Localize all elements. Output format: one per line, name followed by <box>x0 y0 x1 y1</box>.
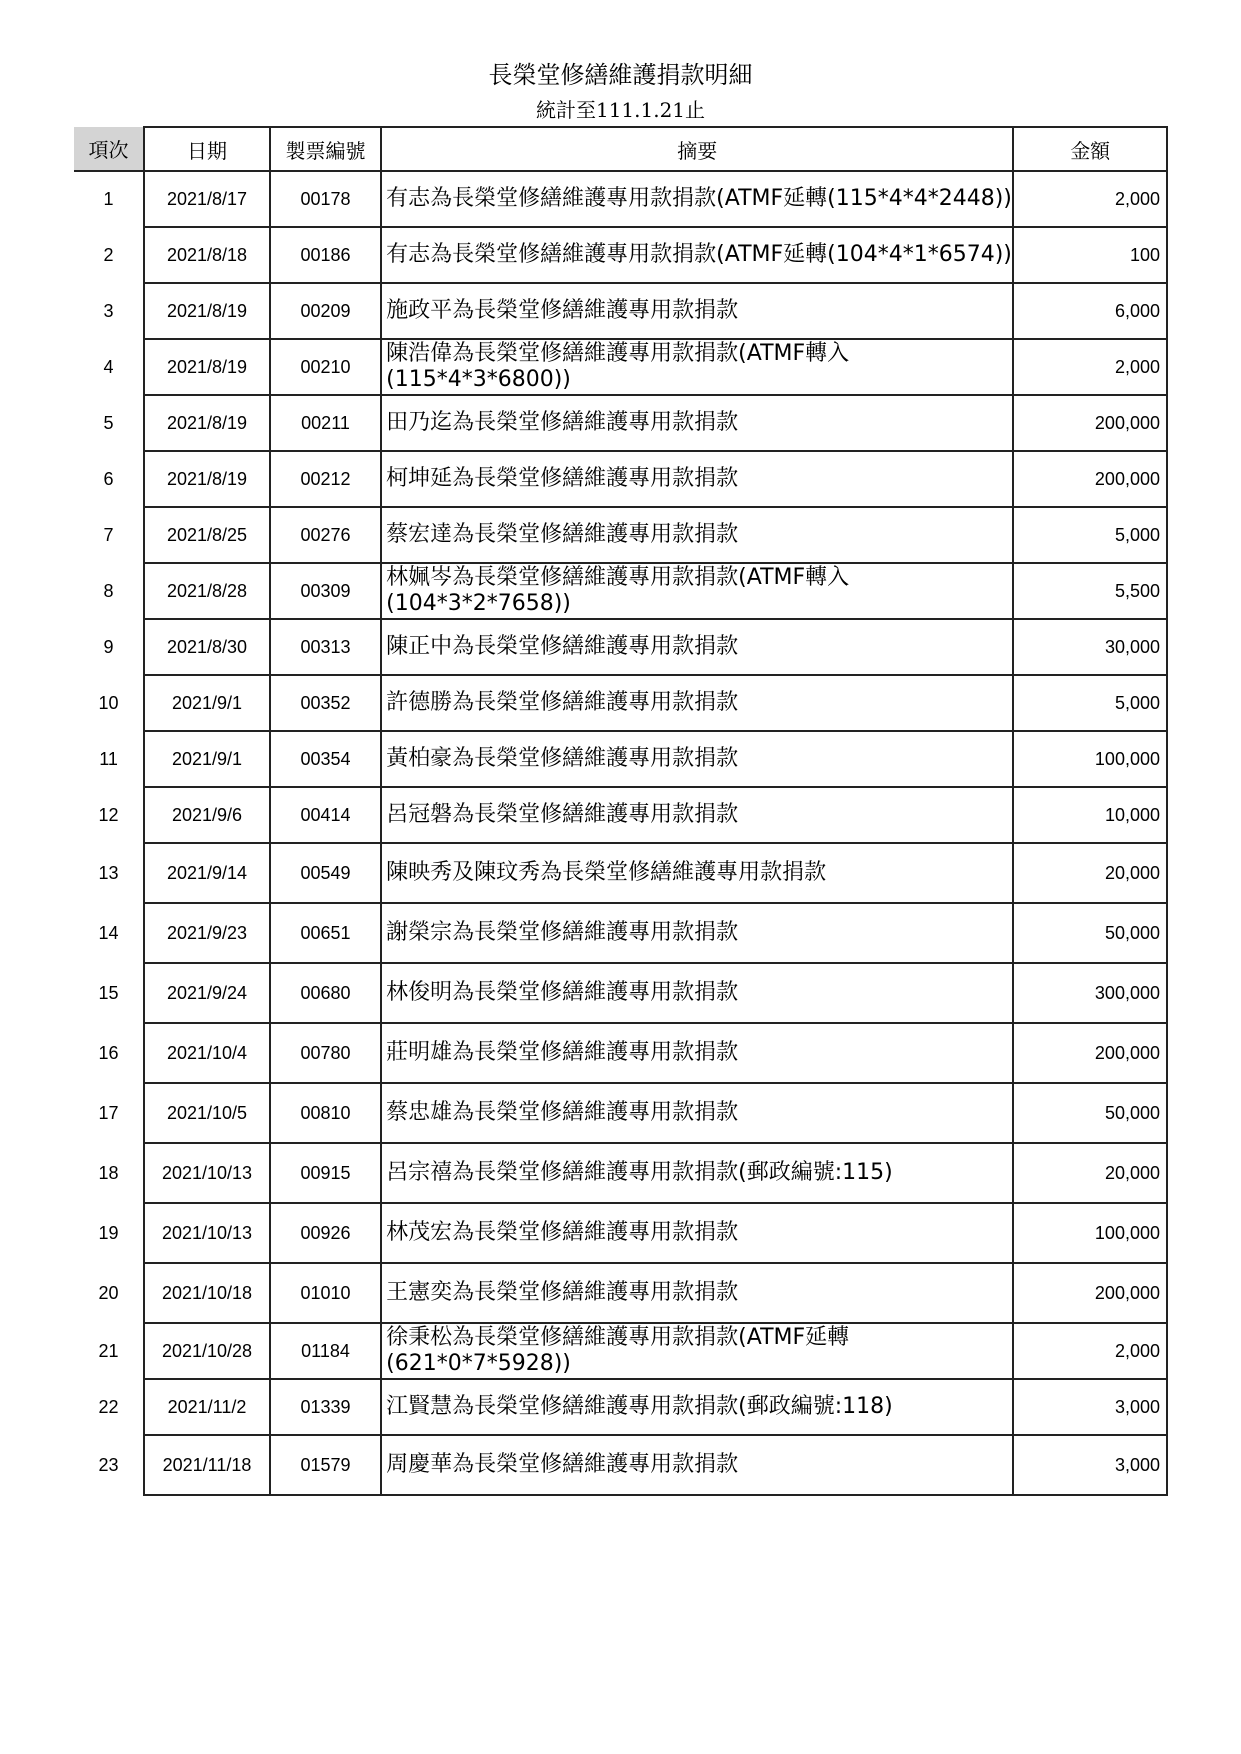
cell-index: 7 <box>74 507 144 563</box>
cell-amount: 100,000 <box>1013 1203 1167 1263</box>
cell-date: 2021/9/24 <box>144 963 270 1023</box>
header-index: 項次 <box>74 127 144 171</box>
cell-amount: 30,000 <box>1013 619 1167 675</box>
cell-date: 2021/9/14 <box>144 843 270 903</box>
table-row <box>74 1143 1167 1203</box>
cell-index: 10 <box>74 675 144 731</box>
cell-ticket: 00414 <box>270 787 381 843</box>
cell-summary: 黃柏豪為長榮堂修繕維護專用款捐款 <box>381 731 1013 787</box>
table-row <box>74 1435 1167 1495</box>
table-row <box>74 731 1167 787</box>
table-row <box>74 787 1167 843</box>
cell-amount: 5,000 <box>1013 675 1167 731</box>
cell-ticket: 00680 <box>270 963 381 1023</box>
cell-date: 2021/9/6 <box>144 787 270 843</box>
cell-ticket: 01339 <box>270 1379 381 1435</box>
table-row <box>74 507 1167 563</box>
cell-summary: 柯坤延為長榮堂修繕維護專用款捐款 <box>381 451 1013 507</box>
cell-ticket: 00549 <box>270 843 381 903</box>
cell-amount: 20,000 <box>1013 843 1167 903</box>
header-ticket: 製票編號 <box>270 127 381 171</box>
table-row <box>74 563 1167 619</box>
table-row <box>74 843 1167 903</box>
cell-amount: 6,000 <box>1013 283 1167 339</box>
table-row <box>74 1379 1167 1435</box>
cell-index: 6 <box>74 451 144 507</box>
cell-summary: 江賢慧為長榮堂修繕維護專用款捐款(郵政編號:118) <box>381 1379 1013 1435</box>
cell-ticket: 00186 <box>270 227 381 283</box>
cell-summary: 王憲奕為長榮堂修繕維護專用款捐款 <box>381 1263 1013 1323</box>
table-row <box>74 283 1167 339</box>
table-row <box>74 903 1167 963</box>
cell-amount: 100,000 <box>1013 731 1167 787</box>
cell-ticket: 01010 <box>270 1263 381 1323</box>
cell-amount: 3,000 <box>1013 1379 1167 1435</box>
cell-ticket: 00209 <box>270 283 381 339</box>
cell-summary: 陳映秀及陳玟秀為長榮堂修繕維護專用款捐款 <box>381 843 1013 903</box>
cell-ticket: 00313 <box>270 619 381 675</box>
cell-index: 15 <box>74 963 144 1023</box>
cell-date: 2021/11/2 <box>144 1379 270 1435</box>
cell-ticket: 00178 <box>270 171 381 227</box>
cell-index: 17 <box>74 1083 144 1143</box>
cell-summary: 有志為長榮堂修繕維護專用款捐款(ATMF延轉(115*4*4*2448)) <box>381 171 1013 227</box>
cell-index: 9 <box>74 619 144 675</box>
cell-summary: 周慶華為長榮堂修繕維護專用款捐款 <box>381 1435 1013 1495</box>
cell-summary: 林俊明為長榮堂修繕維護專用款捐款 <box>381 963 1013 1023</box>
cell-index: 2 <box>74 227 144 283</box>
cell-index: 3 <box>74 283 144 339</box>
cell-amount: 200,000 <box>1013 451 1167 507</box>
cell-date: 2021/8/28 <box>144 563 270 619</box>
cell-index: 22 <box>74 1379 144 1435</box>
cell-amount: 5,000 <box>1013 507 1167 563</box>
cell-summary: 陳正中為長榮堂修繕維護專用款捐款 <box>381 619 1013 675</box>
cell-summary: 陳浩偉為長榮堂修繕維護專用款捐款(ATMF轉入(115*4*3*6800)) <box>381 339 1013 395</box>
cell-index: 1 <box>74 171 144 227</box>
cell-date: 2021/8/25 <box>144 507 270 563</box>
cell-amount: 20,000 <box>1013 1143 1167 1203</box>
cell-date: 2021/10/28 <box>144 1323 270 1379</box>
table-row <box>74 227 1167 283</box>
cell-index: 23 <box>74 1435 144 1495</box>
cell-ticket: 00651 <box>270 903 381 963</box>
table-row <box>74 171 1167 227</box>
cell-date: 2021/9/1 <box>144 675 270 731</box>
cell-date: 2021/10/13 <box>144 1143 270 1203</box>
cell-amount: 300,000 <box>1013 963 1167 1023</box>
cell-date: 2021/9/23 <box>144 903 270 963</box>
cell-date: 2021/8/19 <box>144 339 270 395</box>
cell-summary: 田乃迄為長榮堂修繕維護專用款捐款 <box>381 395 1013 451</box>
cell-summary: 蔡忠雄為長榮堂修繕維護專用款捐款 <box>381 1083 1013 1143</box>
cell-summary: 許德勝為長榮堂修繕維護專用款捐款 <box>381 675 1013 731</box>
cell-summary: 徐秉松為長榮堂修繕維護專用款捐款(ATMF延轉(621*0*7*5928)) <box>381 1323 1013 1379</box>
cell-date: 2021/8/17 <box>144 171 270 227</box>
table-row <box>74 451 1167 507</box>
cell-amount: 2,000 <box>1013 171 1167 227</box>
donation-table <box>74 126 1168 1496</box>
cell-index: 14 <box>74 903 144 963</box>
cell-summary: 林茂宏為長榮堂修繕維護專用款捐款 <box>381 1203 1013 1263</box>
cell-date: 2021/8/19 <box>144 451 270 507</box>
cell-summary: 莊明雄為長榮堂修繕維護專用款捐款 <box>381 1023 1013 1083</box>
cell-summary: 林姵岑為長榮堂修繕維護專用款捐款(ATMF轉入(104*3*2*7658)) <box>381 563 1013 619</box>
cell-index: 12 <box>74 787 144 843</box>
cell-date: 2021/11/18 <box>144 1435 270 1495</box>
cell-index: 11 <box>74 731 144 787</box>
table-row <box>74 619 1167 675</box>
cell-ticket: 01184 <box>270 1323 381 1379</box>
cell-index: 16 <box>74 1023 144 1083</box>
page-subtitle: 統計至111.1.21止 <box>535 98 706 122</box>
cell-ticket: 00780 <box>270 1023 381 1083</box>
header-date: 日期 <box>144 127 270 171</box>
header-amount: 金額 <box>1013 127 1167 171</box>
cell-amount: 10,000 <box>1013 787 1167 843</box>
cell-amount: 2,000 <box>1013 1323 1167 1379</box>
cell-date: 2021/8/19 <box>144 283 270 339</box>
header-summary: 摘要 <box>381 127 1013 171</box>
cell-date: 2021/10/5 <box>144 1083 270 1143</box>
cell-ticket: 00309 <box>270 563 381 619</box>
cell-date: 2021/8/19 <box>144 395 270 451</box>
cell-amount: 50,000 <box>1013 1083 1167 1143</box>
table-row <box>74 395 1167 451</box>
cell-index: 19 <box>74 1203 144 1263</box>
table-body <box>74 171 1167 1495</box>
cell-amount: 2,000 <box>1013 339 1167 395</box>
cell-ticket: 00915 <box>270 1143 381 1203</box>
cell-amount: 200,000 <box>1013 1263 1167 1323</box>
cell-amount: 3,000 <box>1013 1435 1167 1495</box>
cell-index: 20 <box>74 1263 144 1323</box>
cell-date: 2021/8/30 <box>144 619 270 675</box>
cell-summary: 施政平為長榮堂修繕維護專用款捐款 <box>381 283 1013 339</box>
cell-summary: 呂冠磐為長榮堂修繕維護專用款捐款 <box>381 787 1013 843</box>
cell-summary: 呂宗禧為長榮堂修繕維護專用款捐款(郵政編號:115) <box>381 1143 1013 1203</box>
table-row <box>74 1023 1167 1083</box>
cell-ticket: 01579 <box>270 1435 381 1495</box>
table-row <box>74 1203 1167 1263</box>
cell-ticket: 00926 <box>270 1203 381 1263</box>
table-row <box>74 675 1167 731</box>
table-row <box>74 1263 1167 1323</box>
cell-summary: 蔡宏達為長榮堂修繕維護專用款捐款 <box>381 507 1013 563</box>
cell-index: 18 <box>74 1143 144 1203</box>
page-title: 長榮堂修繕維護捐款明細 <box>488 61 753 89</box>
cell-ticket: 00212 <box>270 451 381 507</box>
cell-index: 4 <box>74 339 144 395</box>
table-row <box>74 339 1167 395</box>
cell-ticket: 00810 <box>270 1083 381 1143</box>
cell-index: 8 <box>74 563 144 619</box>
cell-ticket: 00210 <box>270 339 381 395</box>
cell-date: 2021/10/4 <box>144 1023 270 1083</box>
table-header-row <box>74 127 1167 171</box>
cell-amount: 200,000 <box>1013 1023 1167 1083</box>
cell-date: 2021/10/18 <box>144 1263 270 1323</box>
cell-amount: 200,000 <box>1013 395 1167 451</box>
table-row <box>74 1323 1167 1379</box>
cell-date: 2021/8/18 <box>144 227 270 283</box>
cell-ticket: 00354 <box>270 731 381 787</box>
cell-index: 13 <box>74 843 144 903</box>
cell-ticket: 00211 <box>270 395 381 451</box>
cell-date: 2021/10/13 <box>144 1203 270 1263</box>
cell-summary: 有志為長榮堂修繕維護專用款捐款(ATMF延轉(104*4*1*6574)) <box>381 227 1013 283</box>
cell-ticket: 00276 <box>270 507 381 563</box>
cell-amount: 5,500 <box>1013 563 1167 619</box>
cell-summary: 謝榮宗為長榮堂修繕維護專用款捐款 <box>381 903 1013 963</box>
table-row <box>74 963 1167 1023</box>
cell-ticket: 00352 <box>270 675 381 731</box>
table-row <box>74 1083 1167 1143</box>
cell-date: 2021/9/1 <box>144 731 270 787</box>
cell-amount: 50,000 <box>1013 903 1167 963</box>
cell-amount: 100 <box>1013 227 1167 283</box>
cell-index: 21 <box>74 1323 144 1379</box>
cell-index: 5 <box>74 395 144 451</box>
